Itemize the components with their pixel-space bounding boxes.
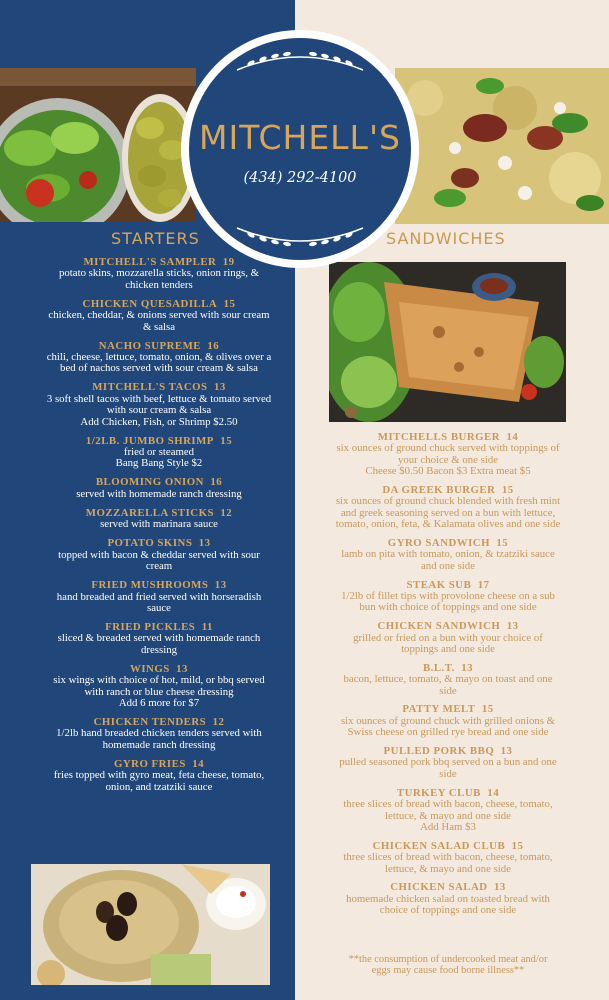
menu-item-price: 13 — [500, 745, 513, 758]
menu-item-description: homemade ranch dressing — [102, 738, 216, 751]
menu-item — [28, 341, 290, 375]
menu-item-description: potato skins, mozzarella sticks, onion rings, & — [58, 267, 259, 280]
menu-item — [28, 759, 290, 793]
menu-item-description: six wings with choice of hot, mild, or bbq served — [53, 674, 265, 687]
menu-item-name: NACHO SUPREME — [98, 339, 201, 352]
menu-item-price: 15 — [481, 703, 494, 716]
menu-item-description: Add 6 more for $7 — [118, 696, 200, 709]
menu-item-price: 14 — [506, 431, 519, 443]
menu-item-price: 15 — [496, 537, 509, 550]
menu-item-name: TURKEY CLUB — [396, 786, 481, 799]
menu-item-description: with sour cream & salsa — [106, 404, 212, 417]
footer-disclaimer — [330, 954, 566, 976]
menu-item-description: fried or steamed — [123, 446, 195, 459]
menu-item-price: 11 — [201, 620, 213, 633]
menu-item-description: served with homemade ranch dressing — [76, 487, 242, 500]
menu-item — [28, 257, 290, 291]
menu-item-description: Add Ham $3 — [420, 820, 476, 833]
menu-item-name: FRIED MUSHROOMS — [91, 579, 209, 592]
menu-item-description: six ounces of ground chuck blended with fresh mint — [335, 495, 561, 508]
menu-item-price: 14 — [487, 786, 500, 799]
menu-item-price: 13 — [198, 537, 211, 550]
sandwiches-heading: SANDWICHES — [386, 229, 506, 248]
menu-item — [322, 704, 574, 738]
menu-item-price: 13 — [214, 579, 227, 592]
menu-item-price: 19 — [222, 256, 235, 268]
menu-item-description: bun with choice of toppings and one side — [359, 601, 537, 614]
menu-item-name: MITCHELL'S TACOS — [92, 381, 208, 394]
menu-item-price: 16 — [210, 476, 223, 489]
menu-item-price: 13 — [506, 620, 519, 633]
menu-item-description: bed of nachos served with sour cream & salsa — [60, 362, 258, 375]
menu-item-name: MITCHELL'S SAMPLER — [83, 256, 217, 268]
menu-item-description: six ounces of ground chuck served with toppings of — [336, 442, 560, 455]
menu-item-description: six ounces of ground chuck with grilled onions & — [340, 714, 556, 727]
menu-item-description: side — [439, 767, 457, 780]
menu-item-name: CHICKEN TENDERS — [93, 715, 207, 728]
menu-item-description: grilled or fried on a bun with your choice of — [353, 631, 543, 644]
menu-item-name: DA GREEK BURGER — [382, 484, 496, 497]
menu-item-description: chili, cheese, lettuce, tomato, onion, & olives over a — [46, 351, 272, 364]
menu-item-description: three slices of bread with bacon, cheese, tomato, — [343, 798, 553, 811]
menu-item — [28, 664, 290, 710]
menu-item-description: side — [439, 684, 457, 697]
menu-item-description: lettuce, & mayo and one side — [385, 862, 511, 875]
menu-item — [28, 580, 290, 614]
menu-item-description: your choice & one side — [397, 453, 499, 466]
menu-item-price: 15 — [223, 297, 236, 310]
menu-item-name: MOZZARELLA STICKS — [85, 506, 214, 519]
menu-item — [322, 538, 574, 572]
menu-item-description: tomato, onion, feta, & Kalamata olives and one side — [335, 518, 561, 531]
footer-disclaimer-line: **the consumption of undercooked meat and/or — [348, 954, 548, 965]
menu-item-price: 16 — [207, 339, 220, 352]
sandwiches-list — [322, 432, 574, 924]
menu-item-description: and one side — [421, 559, 475, 572]
menu-item-description: three slices of bread with bacon, cheese, tomato, — [343, 851, 553, 864]
menu-item-price: 15 — [220, 434, 233, 447]
menu-item-price: 13 — [494, 881, 506, 894]
menu-item-price: 15 — [511, 839, 524, 852]
menu-item-description: choice of toppings and one side — [379, 904, 517, 917]
menu-item-price: 14 — [192, 757, 205, 770]
menu-item-description: Swiss cheese on grilled rye bread and one side — [347, 726, 549, 739]
menu-item-name: BLOOMING ONION — [95, 476, 204, 489]
menu-item-description: bacon, lettuce, tomato, & mayo on toast and one — [343, 673, 553, 686]
menu-item-name: 1/2LB. JUMBO SHRIMP — [85, 434, 214, 447]
menu-item-description: served with marinara sauce — [100, 518, 218, 531]
menu-item — [322, 432, 574, 478]
menu-item — [28, 508, 290, 531]
menu-item-price: 13 — [213, 381, 226, 394]
salad-olives-photo — [0, 68, 196, 222]
menu-item-name: FRIED PICKLES — [105, 620, 196, 633]
menu-item-name: PATTY MELT — [402, 703, 476, 716]
menu-item-name: STEAK SUB — [406, 578, 472, 591]
menu-item-price: 13 — [461, 661, 474, 674]
menu-item-description: hand breaded and fried served with horseradish — [56, 590, 262, 603]
menu-item — [322, 746, 574, 780]
menu-item-price: 12 — [220, 506, 233, 519]
restaurant-phone: (434) 292-4100 — [243, 170, 357, 186]
menu-item — [28, 382, 290, 428]
menu-item — [322, 580, 574, 614]
quesadilla-photo — [329, 262, 566, 422]
starters-list — [28, 257, 290, 801]
hummus-photo — [31, 864, 270, 985]
menu-item-name: CHICKEN SALAD CLUB — [372, 839, 506, 852]
menu-item — [28, 477, 290, 500]
menu-item-description: Bang Bang Style $2 — [115, 457, 203, 470]
menu-item-description: sauce — [147, 601, 171, 614]
menu-item — [322, 882, 574, 916]
menu-item-description: pulled seasoned pork bbq served on a bun and one — [339, 756, 557, 769]
laurel-top-icon — [229, 48, 371, 74]
menu-item-name: GYRO SANDWICH — [387, 537, 490, 550]
grain-salad-photo — [395, 68, 609, 224]
menu-item-description: Cheese $0.50 Bacon $3 Extra meat $5 — [365, 465, 531, 478]
menu-item — [28, 299, 290, 333]
menu-item-description: lettuce, & mayo and one side — [385, 809, 511, 822]
menu-item-description: lamb on pita with tomato, onion, & tzatziki sauce — [341, 548, 555, 561]
menu-item-description: onion, and tzatziki sauce — [105, 780, 213, 793]
menu-item-description: & salsa — [142, 320, 176, 333]
footer-disclaimer-line: eggs may cause food borne illness** — [371, 965, 525, 977]
menu-item — [28, 622, 290, 656]
menu-item-price: 15 — [501, 484, 514, 497]
menu-item-description: dressing — [141, 643, 177, 656]
menu-item — [322, 621, 574, 655]
menu-item-name: WINGS — [130, 662, 170, 675]
menu-item — [322, 663, 574, 697]
menu-item — [28, 717, 290, 751]
menu-item-description: chicken, cheddar, & onions served with sour cream — [48, 309, 270, 322]
menu-item-name: MITCHELLS BURGER — [377, 431, 501, 443]
menu-item-price: 13 — [176, 662, 188, 675]
menu-item-title — [322, 882, 574, 893]
menu-item-name: CHICKEN SALAD — [390, 881, 488, 894]
menu-item-name: CHICKEN QUESADILLA — [82, 297, 218, 310]
menu-item-name: CHICKEN SANDWICH — [377, 620, 501, 633]
menu-item-title — [28, 580, 290, 591]
menu-item — [322, 788, 574, 834]
menu-item-description: homemade chicken salad on toasted bread with — [346, 892, 550, 905]
menu-item-description: and greek seasoning served on a bun with lettuce, — [340, 506, 556, 519]
menu-item-price: 17 — [477, 578, 490, 591]
menu-item-description: toppings and one side — [401, 643, 495, 656]
menu-item-description: with ranch or blue cheese dressing — [84, 685, 234, 698]
menu-item-description: topped with bacon & cheddar served with sour — [58, 548, 260, 561]
menu-item-title — [322, 621, 574, 632]
menu-item — [322, 841, 574, 875]
logo-badge — [189, 38, 411, 260]
menu-item-title — [28, 538, 290, 549]
menu-item-description: sliced & breaded served with homemade ranch — [57, 632, 261, 645]
starters-heading: STARTERS — [111, 229, 200, 248]
laurel-bottom-icon — [229, 224, 371, 250]
menu-item-description: 1/2lb hand breaded chicken tenders served with — [56, 727, 262, 740]
menu-item-name: POTATO SKINS — [107, 537, 193, 550]
menu-item — [28, 538, 290, 572]
menu-item-description: 1/2lb of fillet tips with provolone cheese on a sub — [341, 590, 555, 603]
menu-item — [28, 436, 290, 470]
menu-item-name: PULLED PORK BBQ — [383, 745, 495, 758]
menu-item-name: GYRO FRIES — [113, 757, 186, 770]
menu-item — [322, 485, 574, 531]
menu-item-description: 3 soft shell tacos with beef, lettuce & tomato served — [46, 392, 272, 405]
menu-item-name: B.L.T. — [422, 661, 455, 674]
menu-item-price: 12 — [212, 715, 225, 728]
restaurant-name: MITCHELL'S — [199, 118, 401, 157]
menu-item-description: cream — [145, 560, 173, 573]
menu-item-description: fries topped with gyro meat, feta cheese, tomato, — [53, 769, 265, 782]
menu-item-description: Add Chicken, Fish, or Shrimp $2.50 — [80, 415, 238, 428]
menu-item-description: chicken tenders — [125, 278, 193, 291]
